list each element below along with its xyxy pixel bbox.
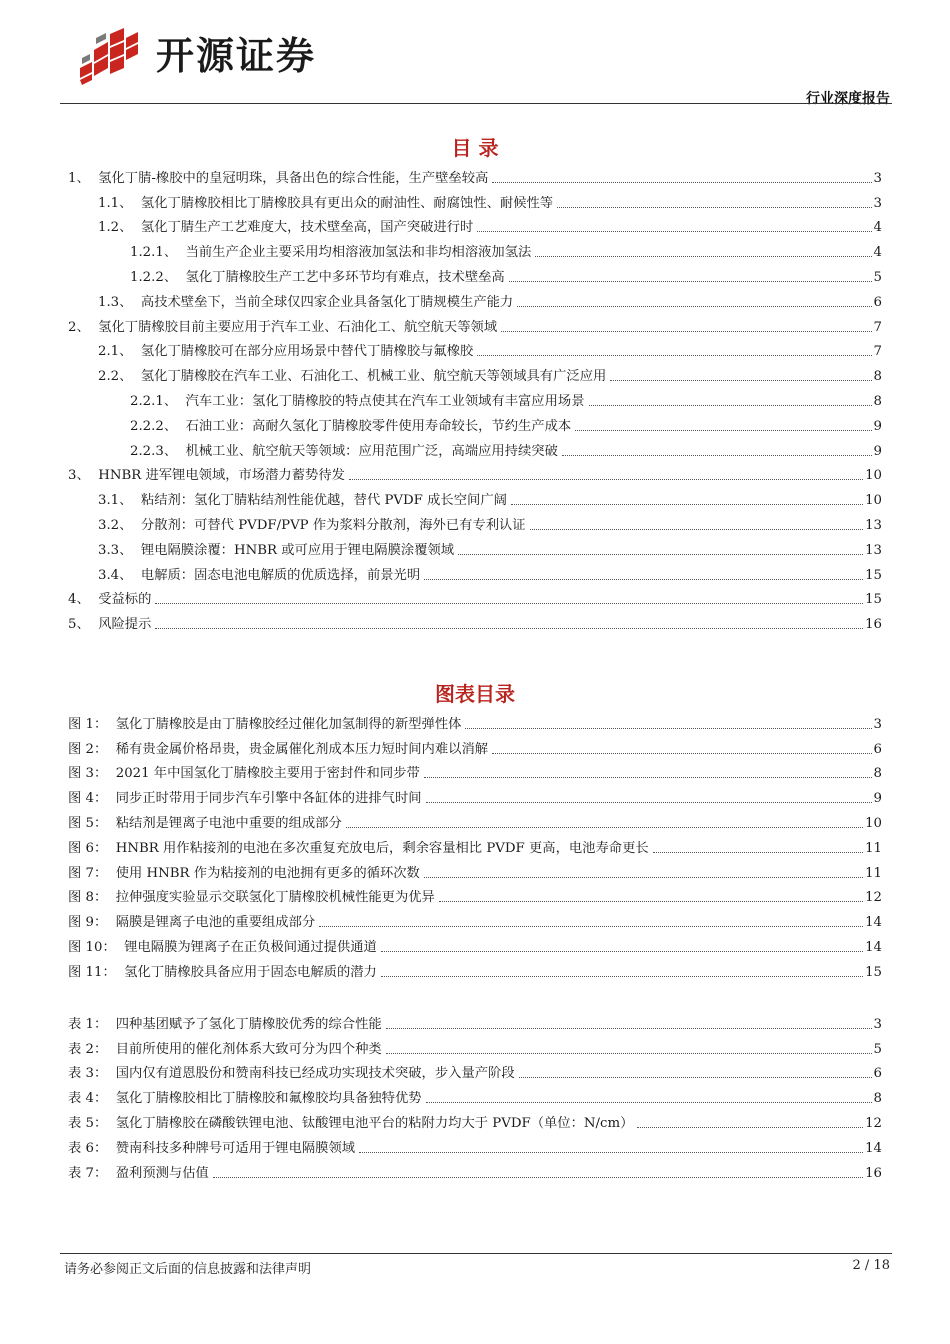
toc-entry-number: 2.2.1、 <box>130 393 186 409</box>
toc-entry-label: 锂电隔膜涂覆：HNBR 或可应用于锂电隔膜涂覆领域 <box>140 542 455 558</box>
toc-entry-page: 4 <box>873 220 882 236</box>
header-divider <box>60 103 892 104</box>
toc-entry-number: 3.3、 <box>98 542 141 558</box>
toc-entry-number: 1.2、 <box>98 220 141 236</box>
toc-entry-page: 5 <box>873 269 882 285</box>
figures-title: 图表目录 <box>435 682 515 706</box>
toc-entry-number: 3、 <box>68 468 99 484</box>
table-entry-page: 12 <box>865 1115 882 1131</box>
figure-entry-number: 图 1： <box>68 716 116 732</box>
dot-leader <box>155 628 863 629</box>
toc-entry-label: 机械工业、航空航天等领域：应用范围广泛，高端应用持续突破 <box>185 443 558 459</box>
figure-entry-number: 图 3： <box>68 766 116 782</box>
dot-leader <box>386 1053 872 1054</box>
footer-divider <box>60 1253 892 1254</box>
table-entry-page: 3 <box>873 1016 882 1032</box>
toc-entry-label: 分散剂：可替代 PVDF/PVP 作为浆料分散剂，海外已有专利认证 <box>140 517 526 533</box>
toc-entry-page: 7 <box>873 344 882 360</box>
toc-entry-number: 3.2、 <box>98 517 141 533</box>
toc-entry-number: 1.2.2、 <box>130 269 186 285</box>
table-entry-label: 四种基团赋予了氢化丁腈橡胶优秀的综合性能 <box>115 1016 382 1032</box>
toc-entry[interactable] <box>68 162 882 187</box>
table-entry-number: 表 3： <box>68 1066 116 1082</box>
table-entry-label: 国内仅有道恩股份和赞南科技已经成功实现技术突破，步入量产阶段 <box>115 1066 515 1082</box>
figure-entry-number: 图 4： <box>68 791 116 807</box>
figure-entry-page: 9 <box>873 791 882 807</box>
dot-leader <box>509 281 872 282</box>
toc-entry[interactable] <box>68 236 882 261</box>
table-entry[interactable] <box>68 1082 882 1107</box>
dot-leader <box>381 951 863 952</box>
dot-leader <box>426 802 872 803</box>
figure-entry-label: 拉伸强度实验显示交联氢化丁腈橡胶机械性能更为优异 <box>115 890 435 906</box>
table-entry-label: 氢化丁腈橡胶相比丁腈橡胶和氟橡胶均具备独特优势 <box>115 1091 422 1107</box>
toc-entry-label: 氢化丁腈生产工艺难度大，技术壁垒高，国产突破进行时 <box>140 220 474 236</box>
table-entry[interactable] <box>68 1058 882 1083</box>
figure-entry-label: 2021 年中国氢化丁腈橡胶主要用于密封件和同步带 <box>115 766 420 782</box>
dot-leader <box>492 182 871 183</box>
toc-entry[interactable] <box>68 559 882 584</box>
toc-entry-page: 10 <box>865 468 882 484</box>
page-header <box>60 22 890 107</box>
figure-entry-number: 图 10： <box>68 939 125 955</box>
dot-leader <box>653 852 863 853</box>
figure-entry-page: 10 <box>865 815 882 831</box>
toc-entry-label: HNBR 进军锂电领域，市场潜力蓄势待发 <box>98 468 345 484</box>
figure-entry[interactable] <box>68 708 882 733</box>
toc-entry-label: 氢化丁腈橡胶在汽车工业、石油化工、机械工业、航空航天等领域具有广泛应用 <box>140 369 607 385</box>
dot-leader <box>517 306 871 307</box>
dot-leader <box>424 777 872 778</box>
toc-entry[interactable] <box>68 410 882 435</box>
toc-entry[interactable] <box>68 261 882 286</box>
table-entry-page: 16 <box>865 1165 882 1181</box>
dot-leader <box>610 380 871 381</box>
toc-entry[interactable] <box>68 360 882 385</box>
figure-entry-page: 8 <box>873 766 882 782</box>
dot-leader <box>424 877 863 878</box>
toc-entry[interactable] <box>68 311 882 336</box>
dot-leader <box>477 355 871 356</box>
toc-entry-page: 8 <box>873 393 882 409</box>
toc-entry-number: 5、 <box>68 617 99 633</box>
dot-leader <box>458 554 863 555</box>
dot-leader <box>501 331 871 332</box>
dot-leader <box>349 479 863 480</box>
toc-entry[interactable] <box>68 336 882 361</box>
dot-leader <box>589 405 872 406</box>
figure-entry-label: 使用 HNBR 作为粘接剂的电池拥有更多的循环次数 <box>115 865 420 881</box>
figure-entry[interactable] <box>68 857 882 882</box>
table-entry-page: 5 <box>873 1041 882 1057</box>
table-entry[interactable] <box>68 1033 882 1058</box>
figure-entry-number: 图 5： <box>68 815 116 831</box>
toc-entry-label: 高技术壁垒下，当前全球仅四家企业具备氢化丁腈规模生产能力 <box>140 294 514 310</box>
table-entry-page: 14 <box>865 1140 882 1156</box>
figure-entry[interactable] <box>68 782 882 807</box>
toc-entry-number: 4、 <box>68 592 99 608</box>
figure-entry-label: 氢化丁腈橡胶具备应用于固态电解质的潜力 <box>124 964 377 980</box>
dot-leader <box>575 430 871 431</box>
figure-entry-number: 图 2： <box>68 741 116 757</box>
dot-leader <box>535 256 871 257</box>
figure-entry-number: 图 11： <box>68 964 125 980</box>
toc-title: 目 录 <box>451 136 499 160</box>
dot-leader <box>557 207 871 208</box>
dot-leader <box>155 603 863 604</box>
dot-leader <box>426 1102 872 1103</box>
toc-entry-label: 氢化丁腈橡胶生产工艺中多环节均有难点，技术壁垒高 <box>185 269 505 285</box>
dot-leader <box>637 1127 863 1128</box>
toc-entry[interactable] <box>68 385 882 410</box>
figure-entry[interactable] <box>68 906 882 931</box>
figure-entry-page: 12 <box>865 890 882 906</box>
toc-entry-page: 4 <box>873 245 882 261</box>
toc-entry-number: 3.4、 <box>98 567 141 583</box>
figures-list <box>68 708 882 981</box>
toc-entry-page: 15 <box>865 567 882 583</box>
table-entry-number: 表 5： <box>68 1115 116 1131</box>
toc-entry-page: 10 <box>865 493 882 509</box>
figure-entry-page: 11 <box>865 865 882 881</box>
toc-entry-label: 汽车工业：氢化丁腈橡胶的特点使其在汽车工业领域有丰富应用场景 <box>185 393 585 409</box>
toc-entry-number: 1.3、 <box>98 294 141 310</box>
toc-entry[interactable] <box>68 584 882 609</box>
figure-entry[interactable] <box>68 758 882 783</box>
dot-leader <box>511 504 863 505</box>
table-entry-label: 赞南科技多种牌号可适用于锂电隔膜领域 <box>115 1140 356 1156</box>
toc-entry[interactable] <box>68 608 882 633</box>
table-entry-label: 目前所使用的催化剂体系大致可分为四个种类 <box>115 1041 382 1057</box>
figure-entry-label: 同步正时带用于同步汽车引擎中各缸体的进排气时间 <box>115 791 422 807</box>
toc-entry-label: 当前生产企业主要采用均相溶液加氢法和非均相溶液加氢法 <box>185 245 532 261</box>
table-entry-label: 氢化丁腈橡胶在磷酸铁锂电池、钛酸锂电池平台的粘附力均大于 PVDF（单位：N/cm） <box>115 1115 634 1131</box>
toc-entry[interactable] <box>68 484 882 509</box>
figure-entry-label: 稀有贵金属价格昂贵，贵金属催化剂成本压力短时间内难以消解 <box>115 741 489 757</box>
figure-entry[interactable] <box>68 931 882 956</box>
figure-entry-label: 锂电隔膜为锂离子在正负极间通过提供通道 <box>124 939 377 955</box>
dot-leader <box>346 827 863 828</box>
figure-entry-label: HNBR 用作粘接剂的电池在多次重复充放电后，剩余容量相比 PVDF 更高，电池寿命更长 <box>115 840 649 856</box>
toc-entry-label: 氢化丁腈橡胶目前主要应用于汽车工业、石油化工、航空航天等领域 <box>98 319 498 335</box>
dot-leader <box>359 1152 863 1153</box>
toc-entry-page: 15 <box>865 592 882 608</box>
dot-leader <box>424 579 863 580</box>
toc-entry-label: 氢化丁腈橡胶可在部分应用场景中替代丁腈橡胶与氟橡胶 <box>140 344 474 360</box>
dot-leader <box>386 1028 872 1029</box>
toc-entry-page: 9 <box>873 443 882 459</box>
dot-leader <box>439 901 863 902</box>
dot-leader <box>319 926 863 927</box>
toc-entry[interactable] <box>68 534 882 559</box>
toc-entry-page: 6 <box>873 294 882 310</box>
footer-disclaimer: 请务必参阅正文后面的信息披露和法律声明 <box>64 1262 312 1277</box>
toc-entry-label: 风险提示 <box>98 617 152 633</box>
toc-entry-number: 2.1、 <box>98 344 141 360</box>
table-entry[interactable] <box>68 1132 882 1157</box>
figure-entry[interactable] <box>68 956 882 981</box>
toc-entry-page: 13 <box>865 542 882 558</box>
toc-entry-page: 8 <box>873 369 882 385</box>
table-entry-page: 8 <box>873 1091 882 1107</box>
figure-entry-label: 粘结剂是锂离子电池中重要的组成部分 <box>115 815 342 831</box>
dot-leader <box>477 231 871 232</box>
table-entry-label: 盈利预测与估值 <box>115 1165 209 1181</box>
table-entry-page: 6 <box>873 1066 882 1082</box>
tables-list <box>68 1008 882 1182</box>
dot-leader <box>213 1177 863 1178</box>
toc-entry[interactable] <box>68 435 882 460</box>
toc-entry-number: 1、 <box>68 170 99 186</box>
dot-leader <box>381 976 863 977</box>
dot-leader <box>562 455 872 456</box>
toc-entry-label: 受益标的 <box>98 592 152 608</box>
page-indicator: 2 / 18 <box>852 1258 890 1273</box>
figure-entry[interactable] <box>68 882 882 907</box>
toc-entry-page: 7 <box>873 319 882 335</box>
figure-entry-label: 隔膜是锂离子电池的重要组成部分 <box>115 915 316 931</box>
toc-entry[interactable] <box>68 286 882 311</box>
table-entry-number: 表 1： <box>68 1016 116 1032</box>
report-type-label: 行业深度报告 <box>806 91 890 107</box>
figure-entry-number: 图 8： <box>68 890 116 906</box>
dot-leader <box>465 728 871 729</box>
toc-entry-number: 2.2、 <box>98 369 141 385</box>
kaiyuan-logo-icon <box>78 28 140 86</box>
toc-entry-page: 13 <box>865 517 882 533</box>
figure-entry-page: 14 <box>865 939 882 955</box>
toc-entry-number: 2.2.3、 <box>130 443 186 459</box>
figure-entry-label: 氢化丁腈橡胶是由丁腈橡胶经过催化加氢制得的新型弹性体 <box>115 716 462 732</box>
table-entry-number: 表 7： <box>68 1165 116 1181</box>
figure-entry-number: 图 7： <box>68 865 116 881</box>
toc-entry-label: 电解质：固态电池电解质的优质选择，前景光明 <box>140 567 421 583</box>
table-entry[interactable] <box>68 1107 882 1132</box>
figure-entry-number: 图 9： <box>68 915 116 931</box>
dot-leader <box>530 529 863 530</box>
toc-entry-number: 1.2.1、 <box>130 245 186 261</box>
toc-entry[interactable] <box>68 460 882 485</box>
toc-entry-page: 9 <box>873 418 882 434</box>
table-entry-number: 表 6： <box>68 1140 116 1156</box>
toc-entry-label: 氢化丁腈橡胶相比丁腈橡胶具有更出众的耐油性、耐腐蚀性、耐候性等 <box>140 195 554 211</box>
figure-entry-page: 3 <box>873 716 882 732</box>
table-entry-number: 表 4： <box>68 1091 116 1107</box>
dot-leader <box>519 1077 872 1078</box>
toc-entry-number: 2.2.2、 <box>130 418 186 434</box>
toc-entry-number: 2、 <box>68 319 99 335</box>
toc-entry-page: 3 <box>873 170 882 186</box>
figure-entry[interactable] <box>68 832 882 857</box>
table-entry[interactable] <box>68 1008 882 1033</box>
dot-leader <box>492 753 871 754</box>
figure-entry-page: 14 <box>865 915 882 931</box>
figure-entry-page: 6 <box>873 741 882 757</box>
toc-entry[interactable] <box>68 187 882 212</box>
figure-entry-page: 15 <box>865 964 882 980</box>
figure-entry[interactable] <box>68 807 882 832</box>
table-entry[interactable] <box>68 1157 882 1182</box>
toc-entry-number: 1.1、 <box>98 195 141 211</box>
figure-entry-number: 图 6： <box>68 840 116 856</box>
toc-entry-page: 3 <box>873 195 882 211</box>
toc-entry[interactable] <box>68 509 882 534</box>
toc-entry-label: 氢化丁腈-橡胶中的皇冠明珠，具备出色的综合性能，生产壁垒较高 <box>98 170 489 186</box>
figure-entry-page: 11 <box>865 840 882 856</box>
figure-entry[interactable] <box>68 733 882 758</box>
toc-entry-label: 石油工业：高耐久氢化丁腈橡胶零件使用寿命较长，节约生产成本 <box>185 418 572 434</box>
toc-entry-number: 3.1、 <box>98 493 141 509</box>
toc-entry[interactable] <box>68 212 882 237</box>
table-entry-number: 表 2： <box>68 1041 116 1057</box>
toc-entry-page: 16 <box>865 617 882 633</box>
toc-entry-label: 粘结剂：氢化丁腈粘结剂性能优越，替代 PVDF 成长空间广阔 <box>140 493 507 509</box>
logo-text: 开源证券 <box>156 34 317 78</box>
toc-list <box>68 162 882 633</box>
